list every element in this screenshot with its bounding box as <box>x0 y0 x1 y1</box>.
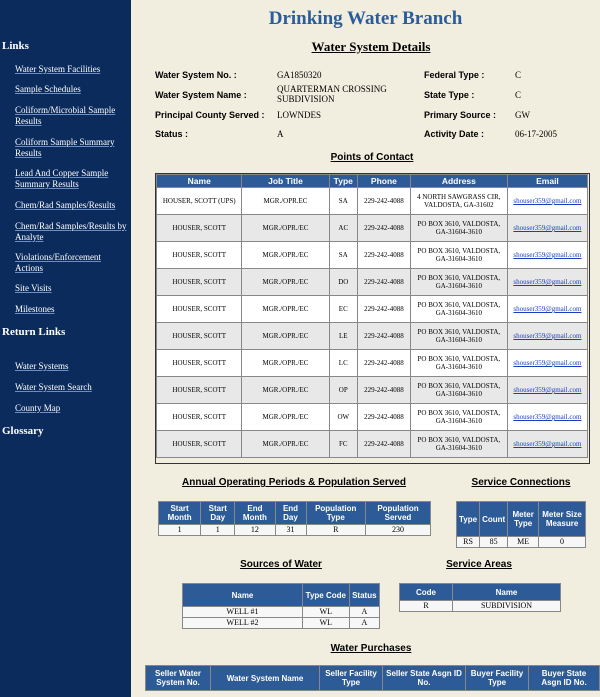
service-areas-heading: Service Areas <box>446 559 512 570</box>
service-areas-table <box>399 583 561 612</box>
col-end-day: End Day <box>275 502 306 525</box>
contact-phone: 229-242-4088 <box>358 350 411 377</box>
contact-phone: 229-242-4088 <box>358 188 411 215</box>
contact-job-title: MGR./OPR./EC <box>242 350 329 377</box>
contacts-heading: Points of Contact <box>330 152 414 163</box>
cell: SUBDIVISION <box>453 601 561 612</box>
col-population-served: Population Served <box>365 502 430 525</box>
contact-name: HOUSER, SCOTT <box>157 242 242 269</box>
contact-job-title: MGR./OPR./EC <box>242 323 329 350</box>
main-content <box>131 0 600 697</box>
table-row <box>159 525 431 536</box>
cell: 230 <box>365 525 430 536</box>
system-no-value: GA1850320 <box>277 70 322 80</box>
contact-phone: 229-242-4088 <box>358 269 411 296</box>
contact-phone: 229-242-4088 <box>358 377 411 404</box>
col-job-title: Job Title <box>242 175 329 188</box>
col-sc-meter-type: Meter Type <box>508 502 539 537</box>
contact-type: EC <box>329 296 358 323</box>
sources-table <box>182 583 380 629</box>
sidebar-link-county-map[interactable]: County Map <box>15 403 61 413</box>
service-connections-heading: Service Connections <box>471 477 571 488</box>
sidebar-link-water-system-search[interactable]: Water System Search <box>15 382 92 392</box>
col-start-month: Start Month <box>159 502 201 525</box>
sidebar-link-site-visits[interactable]: Site Visits <box>15 283 52 293</box>
contact-address: PO BOX 3610, VALDOSTA, GA-31604-3610 <box>410 269 507 296</box>
contact-job-title: MGR./OPR./EC <box>242 296 329 323</box>
return-links-heading: Return Links <box>2 326 66 338</box>
contact-email[interactable]: shouser359@gmail.com <box>507 269 587 296</box>
col-population-type: Population Type <box>306 502 365 525</box>
contact-type: OP <box>329 377 358 404</box>
col-buyer-state-id: Buyer State Asgn ID No. <box>529 666 600 691</box>
sidebar-link-water-system-facilities[interactable]: Water System Facilities <box>15 64 101 74</box>
contact-email[interactable]: shouser359@gmail.com <box>507 350 587 377</box>
contact-name: HOUSER, SCOTT (UPS) <box>157 188 242 215</box>
col-buyer-facility-type: Buyer Facility Type <box>466 666 529 691</box>
sidebar-link-violations[interactable]: Violations/Enforcement Actions <box>15 252 101 273</box>
col-sc-meter-size: Meter Size Measure <box>539 502 586 537</box>
contact-address: PO BOX 3610, VALDOSTA, GA-31604-3610 <box>410 350 507 377</box>
contact-address: PO BOX 3610, VALDOSTA, GA-31604-3610 <box>410 323 507 350</box>
cell: 1 <box>201 525 235 536</box>
col-end-month: End Month <box>235 502 275 525</box>
col-source-name: Name <box>183 584 303 607</box>
operating-header-row <box>159 502 431 525</box>
purchases-heading: Water Purchases <box>330 643 412 654</box>
contact-address: PO BOX 3610, VALDOSTA, GA-31604-3610 <box>410 215 507 242</box>
contact-email[interactable]: shouser359@gmail.com <box>507 296 587 323</box>
contact-address: PO BOX 3610, VALDOSTA, GA-31604-3610 <box>410 296 507 323</box>
table-row <box>457 537 586 548</box>
col-seller-state-id: Seller State Asgn ID No. <box>383 666 466 691</box>
sidebar-link-sample-schedules[interactable]: Sample Schedules <box>15 84 81 94</box>
sidebar-link-water-systems[interactable]: Water Systems <box>15 361 69 371</box>
cell: 85 <box>480 537 508 548</box>
contact-name: HOUSER, SCOTT <box>157 269 242 296</box>
cell: 31 <box>275 525 306 536</box>
contact-type: FC <box>329 431 358 458</box>
operating-table <box>158 501 431 536</box>
county-value: LOWNDES <box>277 110 321 120</box>
contact-email[interactable]: shouser359@gmail.com <box>507 431 587 458</box>
cell: WELL #1 <box>183 607 303 618</box>
contact-phone: 229-242-4088 <box>358 431 411 458</box>
contact-phone: 229-242-4088 <box>358 323 411 350</box>
site-title: Drinking Water Branch <box>268 8 463 29</box>
contact-address: PO BOX 3610, VALDOSTA, GA-31604-3610 <box>410 431 507 458</box>
cell: R <box>306 525 365 536</box>
status-value: A <box>277 129 284 139</box>
cell: A <box>349 618 379 629</box>
contact-job-title: MGR./OPR./EC <box>242 377 329 404</box>
glossary-link[interactable]: Glossary <box>2 425 44 437</box>
contact-phone: 229-242-4088 <box>358 404 411 431</box>
purchases-header-row <box>146 666 600 691</box>
operating-heading: Annual Operating Periods & Population Served <box>182 477 406 488</box>
sidebar-link-lead-copper[interactable]: Lead And Copper Sample Summary Results <box>15 168 109 189</box>
contact-name: HOUSER, SCOTT <box>157 404 242 431</box>
contact-name: HOUSER, SCOTT <box>157 431 242 458</box>
contact-email[interactable]: shouser359@gmail.com <box>507 188 587 215</box>
col-purchase-system-name: Water System Name <box>211 666 320 691</box>
contact-job-title: MGR./OPR./EC <box>242 431 329 458</box>
service-connections-header-row <box>457 502 586 537</box>
contact-type: LC <box>329 350 358 377</box>
sources-heading: Sources of Water <box>240 559 322 570</box>
federal-type-value: C <box>515 70 522 80</box>
page-title: Water System Details <box>311 39 431 54</box>
contact-type: LE <box>329 323 358 350</box>
contact-name: HOUSER, SCOTT <box>157 323 242 350</box>
col-seller-facility-type: Seller Facility Type <box>320 666 383 691</box>
cell: A <box>349 607 379 618</box>
system-no-label: Water System No. : <box>155 70 237 80</box>
primary-source-label: Primary Source : <box>424 110 497 120</box>
sidebar-link-chem-rad[interactable]: Chem/Rad Samples/Results <box>15 200 116 210</box>
state-type-value: C <box>515 90 522 100</box>
links-heading: Links <box>2 40 29 52</box>
system-name-label: Water System Name : <box>155 90 247 100</box>
federal-type-label: Federal Type : <box>424 70 485 80</box>
col-start-day: Start Day <box>201 502 235 525</box>
cell: WL <box>303 607 350 618</box>
contact-type: DO <box>329 269 358 296</box>
col-area-name: Name <box>453 584 561 601</box>
county-label: Principal County Served : <box>155 110 265 120</box>
col-email: Email <box>507 175 587 188</box>
col-sc-type: Type <box>457 502 480 537</box>
cell: R <box>400 601 453 612</box>
contact-type: SA <box>329 188 358 215</box>
sidebar-link-coliform-summary[interactable]: Coliform Sample Summary Results <box>15 137 115 158</box>
contact-job-title: MGR./OPR./EC <box>242 404 329 431</box>
primary-source-value: GW <box>515 110 530 120</box>
contact-job-title: MGR./OPR./EC <box>242 242 329 269</box>
sidebar <box>0 0 131 697</box>
contact-phone: 229-242-4088 <box>358 215 411 242</box>
contacts-table-border <box>155 173 590 464</box>
activity-date-label: Activity Date : <box>424 129 485 139</box>
table-row <box>183 607 380 618</box>
table-row <box>183 618 380 629</box>
col-area-code: Code <box>400 584 453 601</box>
system-name-value: QUARTERMAN CROSSING SUBDIVISION <box>277 84 387 104</box>
contact-address: PO BOX 3610, VALDOSTA, GA-31604-3610 <box>410 404 507 431</box>
contact-email[interactable]: shouser359@gmail.com <box>507 215 587 242</box>
cell: 0 <box>539 537 586 548</box>
col-source-status: Status <box>349 584 379 607</box>
col-type: Type <box>329 175 358 188</box>
cell: ME <box>508 537 539 548</box>
sources-header-row <box>183 584 380 607</box>
table-row <box>400 601 561 612</box>
contact-job-title: MGR./OPR./EC <box>242 269 329 296</box>
cell: 1 <box>159 525 201 536</box>
sidebar-link-chem-rad-analyte[interactable]: Chem/Rad Samples/Results by Analyte <box>15 221 127 242</box>
contact-type: AC <box>329 215 358 242</box>
contact-job-title: MGR./OPR./EC <box>242 215 329 242</box>
contact-email[interactable]: shouser359@gmail.com <box>507 377 587 404</box>
contact-email[interactable]: shouser359@gmail.com <box>507 242 587 269</box>
contact-address: PO BOX 3610, VALDOSTA, GA-31604-3610 <box>410 242 507 269</box>
sidebar-link-coliform-microbial[interactable]: Coliform/Microbial Sample Results <box>15 105 116 126</box>
contact-name: HOUSER, SCOTT <box>157 296 242 323</box>
contact-phone: 229-242-4088 <box>358 296 411 323</box>
service-connections-table <box>456 501 586 548</box>
contact-phone: 229-242-4088 <box>358 242 411 269</box>
contact-name: HOUSER, SCOTT <box>157 215 242 242</box>
col-phone: Phone <box>358 175 411 188</box>
contact-name: HOUSER, SCOTT <box>157 377 242 404</box>
contact-address: 4 NORTH SAWGRASS CIR, VALDOSTA, GA-31602 <box>410 188 507 215</box>
contact-email[interactable]: shouser359@gmail.com <box>507 404 587 431</box>
cell: WL <box>303 618 350 629</box>
activity-date-value: 06-17-2005 <box>515 129 557 139</box>
cell: RS <box>457 537 480 548</box>
col-source-type-code: Type Code <box>303 584 350 607</box>
cell: 12 <box>235 525 275 536</box>
sidebar-link-milestones[interactable]: Milestones <box>15 304 55 314</box>
col-sc-count: Count <box>480 502 508 537</box>
state-type-label: State Type : <box>424 90 475 100</box>
service-areas-header-row <box>400 584 561 601</box>
contact-email[interactable]: shouser359@gmail.com <box>507 323 587 350</box>
col-seller-system-no: Seller Water System No. <box>146 666 211 691</box>
contact-job-title: MGR./OPR.EC <box>242 188 329 215</box>
contact-name: HOUSER, SCOTT <box>157 350 242 377</box>
cell: WELL #2 <box>183 618 303 629</box>
contact-type: OW <box>329 404 358 431</box>
contact-type: SA <box>329 242 358 269</box>
col-address: Address <box>410 175 507 188</box>
status-label: Status : <box>155 129 189 139</box>
contact-address: PO BOX 3610, VALDOSTA, GA-31604-3610 <box>410 377 507 404</box>
purchases-table <box>145 665 600 691</box>
col-name: Name <box>157 175 242 188</box>
